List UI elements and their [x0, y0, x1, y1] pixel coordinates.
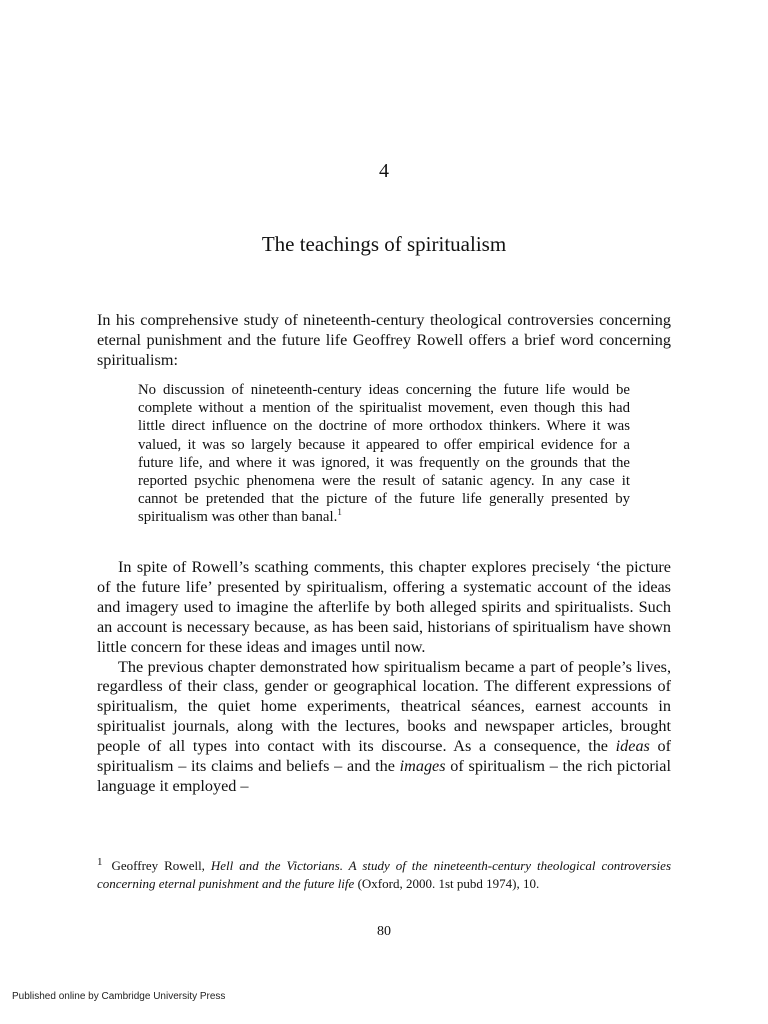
paragraph-3-images: images [399, 757, 446, 776]
paragraph-3-part1: The previous chapter demonstrated how spiritualism became a part of people’s lives, regardless of their class, gender or geographical location. The different expressions of spiritualism, the quiet home experiments, theatrical séances, earnest accounts in spiritualist journals, along with the lectures, books and newspaper articles, brought people of all types into contact with its discourse. As a consequence, the [97, 657, 671, 756]
intro-paragraph [97, 311, 671, 371]
footnote [97, 857, 671, 893]
paragraph-2: In spite of Rowell’s scathing comments, this chapter explores precisely ‘the picture of the future life’ presented by spiritualism, offering a systematic account of the ideas and imagery used to imagine the afterlife by both alleged spirits and spiritualists. Such an account is necessary because, as has been said, historians of spiritualism have shown little concern for these ideas and images until now. [97, 558, 671, 656]
paragraph-3-part2: of spiritualism – its claims and beliefs – and the [97, 737, 671, 776]
intro-paragraph-text: In his comprehensive study of nineteenth-century theological controversies concerning eternal punishment and the future life Geoffrey Rowell offers a brief word concerning spiritualism: [97, 311, 671, 369]
main-text [97, 558, 671, 797]
paragraph-3-part3: of spiritualism – the rich pictorial language it employed – [97, 757, 671, 795]
footnote-mark: 1 [97, 855, 103, 868]
paragraph-3 [97, 658, 671, 797]
footnote-details: (Oxford, 2000. 1st pubd 1974), 10. [357, 876, 540, 891]
chapter-title: The teachings of spiritualism [261, 232, 507, 256]
paragraph-3-ideas: ideas [615, 737, 650, 756]
publisher-note: Published online by Cambridge University Press [12, 991, 226, 1002]
block-quote-text: No discussion of nineteenth-century ideas concerning the future life would be complete without a mention of the spiritualist movement, even though this had little direct influence on the doctrine of more orthodox thinkers. Where it was valued, it was so largely because it appeared to offer empirical evidence for a future life, and where it was ignored, it was frequently on the grounds that the reported psychic phenomena were the result of satanic agency. In any case it cannot be pretended that the picture of the future life generally presented by spiritualism was other than banal. [138, 382, 630, 526]
chapter-number: 4 [379, 160, 389, 182]
footnote-title: Hell and the Victorians. A study of the nineteenth-century theological controversies concerning eternal punishment and the future life [97, 858, 672, 891]
footnote-author: Geoffrey Rowell, [111, 858, 205, 873]
footnote-reference[interactable]: 1 [337, 507, 342, 518]
block-quote [138, 381, 630, 527]
page-number: 80 [377, 924, 391, 939]
